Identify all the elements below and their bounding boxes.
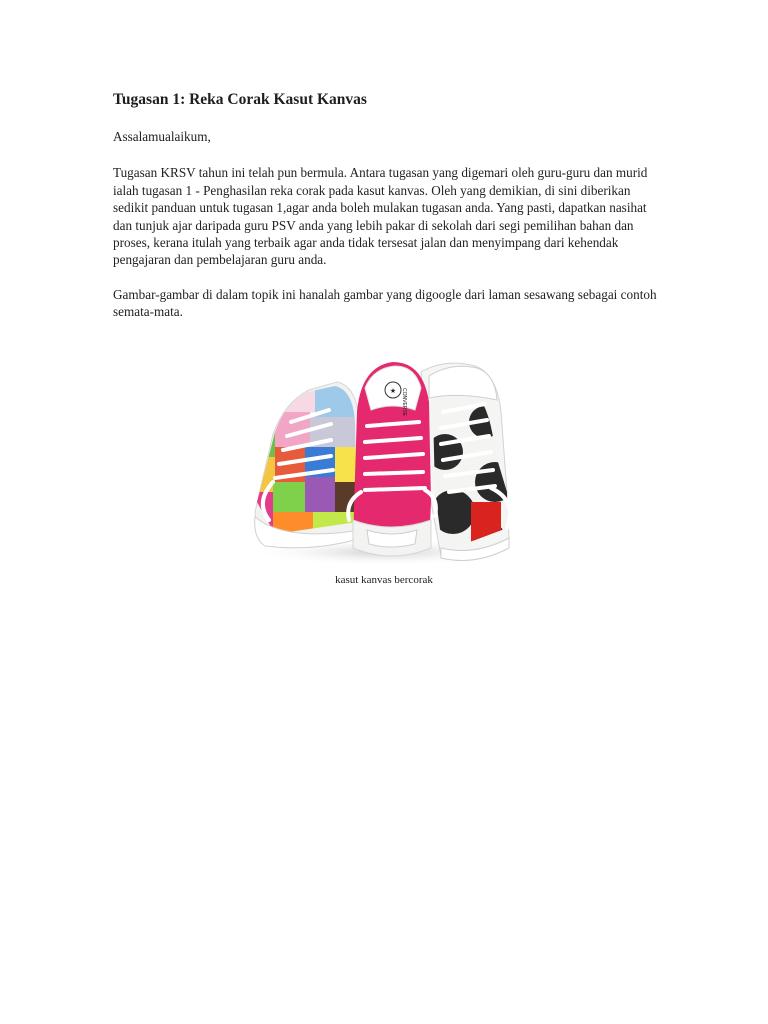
intro-paragraph: Tugasan KRSV tahun ini telah pun bermula. Antara tugasan yang digemari oleh guru-guru dan murid ialah tugasan 1 - Penghasilan reka corak pada kasut kanvas. Oleh yang demikian, di sini diberikan sedikit panduan untuk tugasan 1,agar anda boleh mulakan tugasan anda. Yang pasti, dapatkan nasihat dan tunjuk ajar daripada guru PSV anda yang lebih pakar di sekolah dari segi pemilihan bahan dan proses, kerana itulah yang terbaik agar anda tidak tersesat jalan dan menyimpang dari kehendak pengajaran dan pembelajaran guru anda. — [113, 165, 648, 268]
greeting-text: Assalamualaikum, — [113, 129, 211, 144]
document-body — [113, 90, 661, 321]
svg-text:★: ★ — [389, 388, 397, 395]
shoes-image — [245, 352, 523, 568]
image-caption: kasut kanvas bercorak — [335, 574, 433, 586]
polka-dot-shoe — [421, 363, 515, 562]
document-title: Tugasan 1: Reka Corak Kasut Kanvas — [113, 91, 367, 108]
patchwork-shoe — [245, 382, 361, 548]
image-note-paragraph: Gambar-gambar di dalam topik ini hanalah gambar yang digoogle dari laman sesawang sebagai contoh semata-mata. — [113, 286, 657, 320]
pink-shoe — [348, 362, 436, 556]
canvas-shoes-illustration — [245, 352, 523, 568]
converse-label: CONVERSE — [401, 388, 407, 417]
